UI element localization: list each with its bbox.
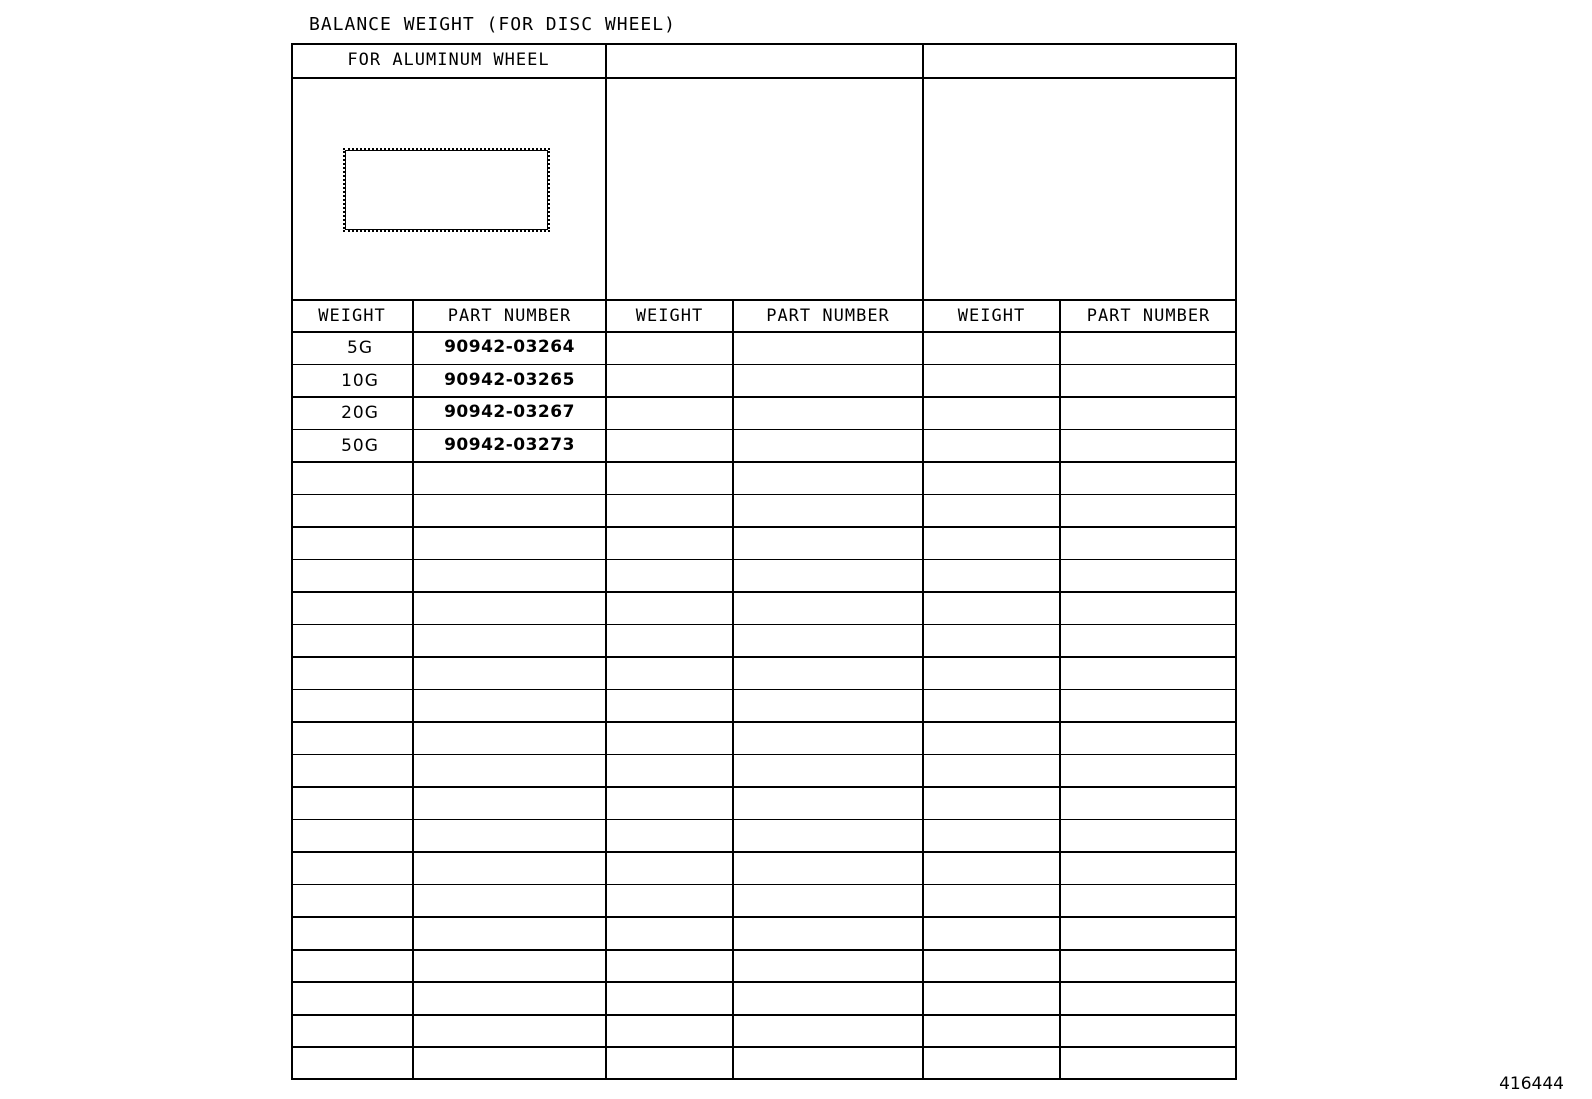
balance-weight-illustration xyxy=(343,148,550,232)
row-divider xyxy=(291,721,1237,723)
heading-divider xyxy=(291,77,1237,79)
reference-id: 416444 xyxy=(1499,1074,1564,1094)
weight-cell: 20G xyxy=(341,403,379,424)
row-divider xyxy=(291,916,1237,918)
row-divider xyxy=(291,1014,1237,1015)
weight-column-header: WEIGHT xyxy=(318,306,386,326)
part-number-column-header: PART NUMBER xyxy=(447,306,572,326)
row-divider xyxy=(291,689,1237,690)
row-divider xyxy=(291,1046,1237,1048)
row-divider xyxy=(291,819,1237,820)
part-number-cell: 90942-03264 xyxy=(444,337,575,357)
row-divider xyxy=(291,981,1237,983)
part-number-column-header: PART NUMBER xyxy=(1086,306,1211,326)
page-title: BALANCE WEIGHT (FOR DISC WHEEL) xyxy=(309,14,676,35)
section-divider xyxy=(922,43,924,1080)
row-divider xyxy=(291,461,1237,463)
row-divider xyxy=(291,786,1237,788)
row-divider xyxy=(291,851,1237,853)
row-divider xyxy=(291,559,1237,560)
row-divider xyxy=(291,526,1237,528)
row-divider xyxy=(291,656,1237,658)
part-number-cell: 90942-03265 xyxy=(444,369,575,390)
part-number-column-header: PART NUMBER xyxy=(766,306,890,326)
section-heading: FOR ALUMINUM WHEEL xyxy=(347,50,550,70)
row-divider xyxy=(291,494,1237,495)
row-divider xyxy=(291,624,1237,625)
weight-cell: 10G xyxy=(341,370,379,391)
weight-cell: 5G xyxy=(347,338,373,358)
row-divider xyxy=(291,754,1237,755)
row-divider xyxy=(291,591,1237,593)
weight-column-header: WEIGHT xyxy=(635,306,704,326)
part-number-cell: 90942-03273 xyxy=(444,434,575,455)
row-divider xyxy=(291,949,1237,950)
part-number-cell: 90942-03267 xyxy=(444,402,575,423)
weight-column-header: WEIGHT xyxy=(957,306,1026,326)
weight-cell: 50G xyxy=(341,435,379,456)
row-divider xyxy=(291,884,1237,885)
section-divider xyxy=(605,43,607,1080)
